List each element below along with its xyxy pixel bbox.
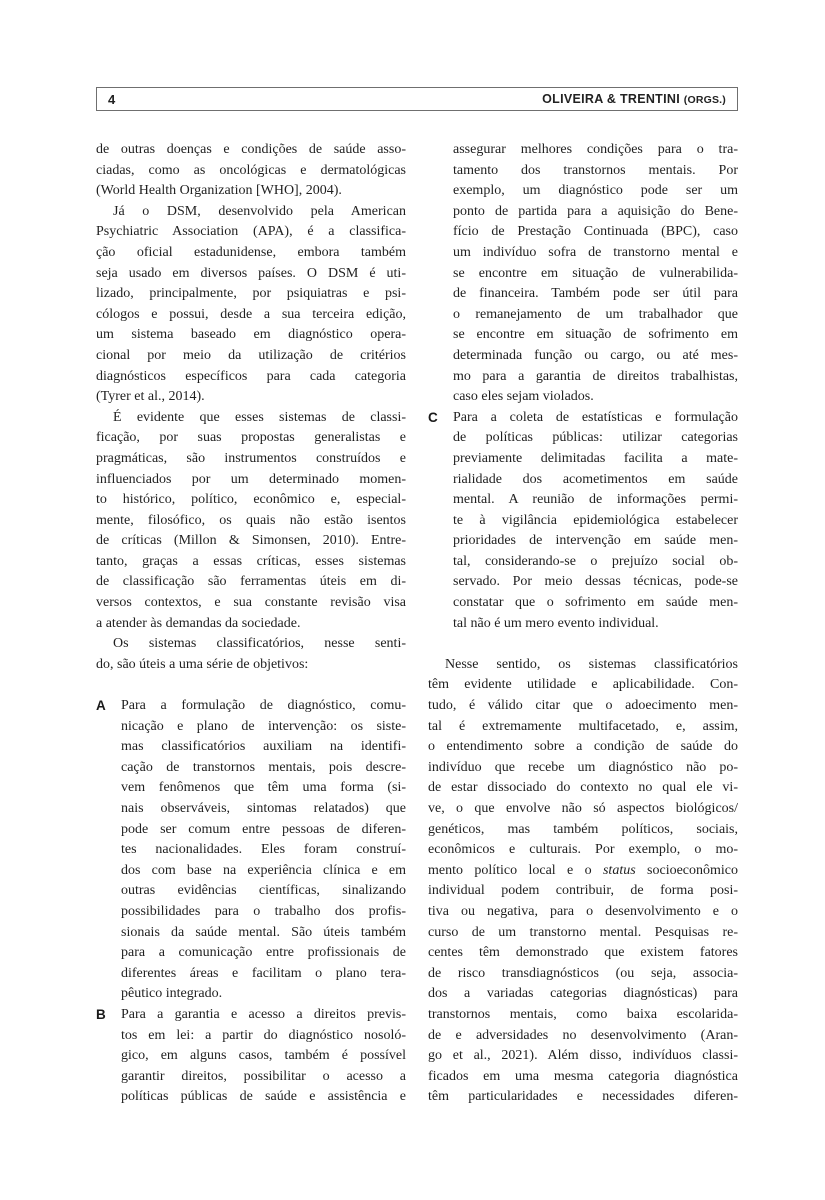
text-line: tos em lei: a partir do diagnóstico nosoló- [121,1027,406,1043]
text-line: se encontre em situação de sofrimento em [453,327,738,343]
text-line: tal é extremamente multifacetado, e, assim, [428,718,738,734]
list-item [96,696,406,1005]
list-item-marker: A [96,698,106,714]
paragraph [96,408,406,635]
text-line: para a comunicação entre profissionais de [121,945,406,961]
text-line: ciadas, como as oncológicas e dermatológicas [96,162,406,178]
text-line: individual podem contribuir, de forma posi- [428,883,738,899]
page-number: 4 [108,91,116,107]
text-line: de risco transdiagnósticos (ou seja, associa- [428,965,738,981]
running-title-main: OLIVEIRA & TRENTINI [542,92,684,106]
text-line: Os sistemas classificatórios, nesse senti- [113,636,406,652]
text-line: curso de um transtorno mental. Pesquisas re- [428,924,738,940]
text-line: Já o DSM, desenvolvido pela American [113,203,406,219]
text-line: pêutico integrado. [121,986,223,1002]
text-line: É evidente que esses sistemas de classi- [113,409,406,425]
text-line: do, são úteis a uma série de objetivos: [96,656,309,672]
text-line: indivíduo que recebe um diagnóstico não po- [428,759,738,775]
text-line: um sistema baseado em diagnóstico opera- [96,327,406,343]
list-item [428,408,738,635]
paragraph [96,202,406,408]
text-line: mente, filosófico, os quais não estão isentos [96,512,406,528]
list-item-marker: C [428,409,438,425]
text-line: Para a garantia e acesso a direitos previs- [121,1006,406,1022]
text-line: cólogos e possui, desde a sua terceira edição, [96,306,406,322]
text-line: go et al., 2021). Além disso, indivíduos classi- [428,1048,738,1064]
text-line: gico, em alguns casos, também é possível [121,1048,406,1064]
left-column [96,140,406,1108]
text-line: de outras doenças e condições de saúde asso- [96,142,406,157]
text-line: previamente delimitadas facilita a mate- [453,450,738,466]
list-item-continuation [428,140,738,408]
text-line: prioridades de intervenção em saúde men- [453,533,738,549]
text-line: lizado, principalmente, por psiquiatras e psi- [96,286,406,302]
text-line: fício de Prestação Continuada (BPC), caso [453,224,738,240]
text-line: Para a coleta de estatísticas e formulação [453,409,738,425]
running-title-suffix: (ORGS.) [683,94,726,106]
text-line: mo para a garantia de direitos trabalhistas, [453,368,738,384]
text-line: se encontre em situação de vulnerabilida- [453,265,738,281]
text-line: tiva ou negativa, para o desenvolvimento e o [428,903,738,919]
text-line: servado. Por meio dessas técnicas, pode-se [453,574,738,590]
text-line: to histórico, político, econômico e, especial- [96,492,406,508]
text-line: dos a variadas categorias diagnósticas) para [428,986,738,1002]
page-header [96,87,738,111]
text-columns [96,140,738,1108]
text-line: (World Health Organization [WHO], 2004). [96,183,342,199]
text-line: o remanejamento de um trabalhador que [453,306,738,322]
text-line: centes têm demonstrado que existem fatores [428,945,738,961]
text-line: Para a formulação de diagnóstico, comu- [121,698,406,714]
text-line: mas classificatórios auxiliam na identifi- [121,739,406,755]
text-segment: socioeconômico [635,862,738,878]
text-line: diferentes áreas e facilitam o plano tera- [121,965,406,981]
text-line: ficados em uma mesma categoria diagnóstica [428,1068,738,1084]
list-item-marker: B [96,1006,106,1022]
text-line: nais observáveis, sintomas relatados) que [121,801,406,816]
text-line: exemplo, um diagnóstico pode ser um [453,183,738,199]
text-line: transtornos mentais, como baixa escolarida- [428,1006,738,1022]
text-line: de estar dissociado do contexto no qual ele vi- [428,780,738,796]
text-line: cação de transtornos mentais, pois descre- [121,759,406,775]
text-line: sionais da saúde mental. São úteis também [121,924,406,940]
right-column [428,140,738,1108]
text-line: tal não é um mero evento individual. [453,615,659,631]
running-title [542,92,726,106]
text-line: te à vigilância epidemiológica estabelecer [453,512,738,528]
text-line [428,861,738,882]
text-line: tes nacionalidades. Eles foram construí- [121,842,406,858]
text-line: cional por meio da utilização de critérios [96,347,406,363]
text-line: outras evidências científicas, sinalizando [121,883,406,899]
text-line: mental. A reunião de informações permi- [453,492,738,508]
text-line: de financeira. Também pode ser útil para [453,286,738,302]
text-line: pode ser comum entre pessoas de diferen- [121,821,406,837]
text-line: versos contextos, e sua constante revisão visa [96,595,406,611]
text-line: tamento dos transtornos mentais. Por [453,162,738,178]
text-line: influenciados por um determinado momen- [96,471,406,487]
text-line: Nesse sentido, os sistemas classificatórios [445,656,738,672]
text-line: ve, o que envolve não só aspectos biológicos/ [428,801,738,816]
text-line: Psychiatric Association (APA), é a classifica- [96,224,406,240]
text-line: dos com base na experiência clínica e em [121,862,406,878]
text-line: ficação, por suas propostas generalistas e [96,430,406,446]
text-line: de críticas (Millon & Simonsen, 2010). Entre- [96,533,406,549]
text-line: tal, considerando-se o prejuízo social ob- [453,553,738,569]
text-line: políticas públicas de saúde e assistência e [121,1089,406,1105]
text-line: de e adversidades no desenvolvimento (Aran- [428,1027,738,1043]
text-line: o entendimento sobre a condição de saúde do [428,739,738,755]
text-line: vem fenômenos que têm uma forma (si- [121,780,406,796]
text-line: têm evidente utilidade e aplicabilidade. Con- [428,677,738,693]
text-line: (Tyrer et al., 2014). [96,389,205,405]
text-line: tudo, é válido citar que o adoecimento men- [428,698,738,714]
text-line: possibilidades para o trabalho dos profis- [121,903,406,919]
paragraph [96,634,406,675]
text-line: econômicos e culturais. Por exemplo, o mo- [428,842,738,858]
text-line: nicação e plano de intervenção: os siste- [121,718,406,734]
text-line: garantir direitos, possibilitar o acesso a [121,1068,406,1084]
text-line: tanto, graças a essas críticas, esses sistemas [96,553,406,569]
text-line: seja usado em diversos países. O DSM é uti- [96,265,406,281]
text-line: têm particularidades e necessidades diferen- [428,1089,738,1105]
text-line: de políticas públicas: utilizar categorias [453,430,738,446]
text-line: constatar que o sofrimento em saúde men- [453,595,738,611]
text-line: ponto de partida para a aquisição do Bene- [453,203,738,219]
paragraph [96,140,406,202]
text-line: um indivíduo sofra de transtorno mental e [453,244,738,260]
text-line: caso eles sejam violados. [453,389,594,405]
text-line: determinada função ou cargo, ou até mes- [453,347,738,363]
text-line: pragmáticas, são instrumentos construídos e [96,450,406,466]
text-line: a atender às demandas da sociedade. [96,615,301,631]
text-line: ção oficial estadunidense, embora também [96,244,406,260]
text-line: genéticos, mas também políticos, sociais, [428,821,738,837]
text-segment: mento político local e o [428,862,603,878]
text-line: rialidade dos acometimentos em saúde [453,471,738,487]
text-line: de classificação são ferramentas úteis em di- [96,574,406,590]
list-item [96,1005,406,1108]
italic-text: status [602,862,636,878]
text-line: diagnósticos específicos para cada categoria [96,368,406,384]
paragraph [428,655,738,1108]
text-line: assegurar melhores condições para o tra- [453,142,738,157]
